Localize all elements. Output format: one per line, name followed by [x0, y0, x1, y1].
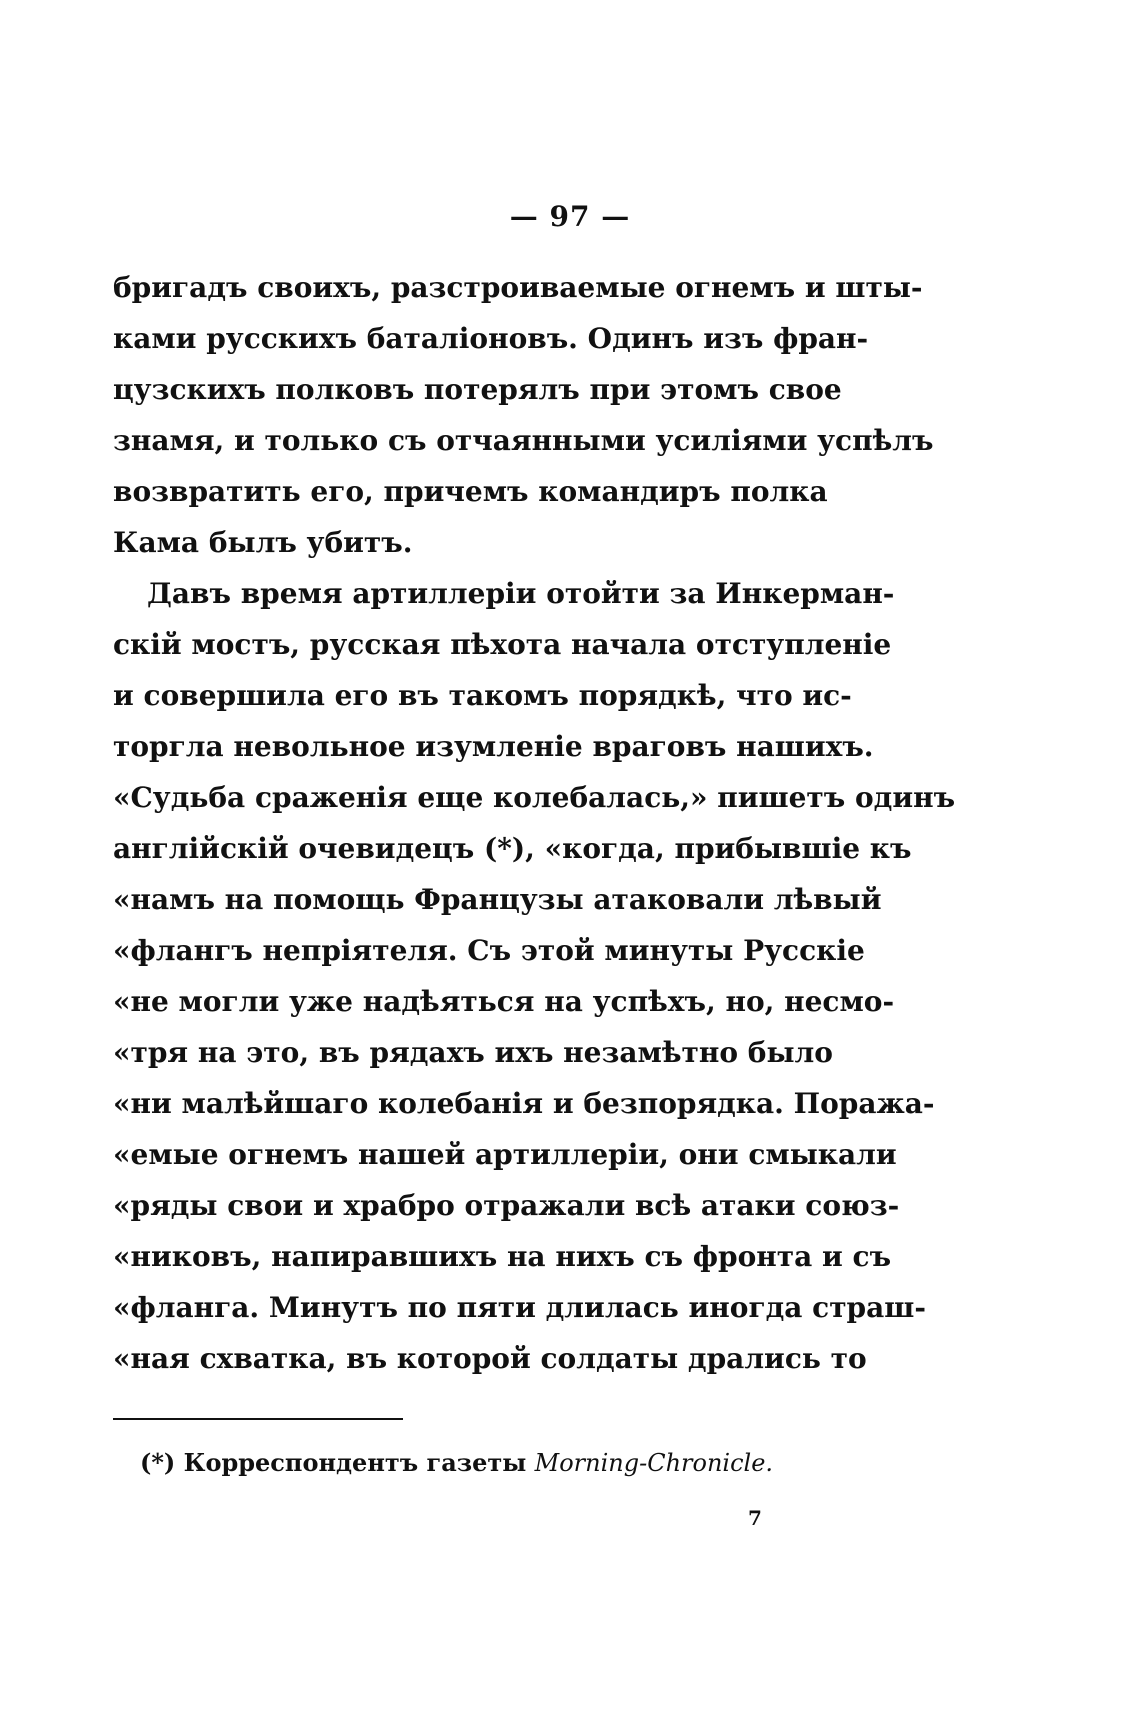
footnote-text: Корреспондентъ газеты: [183, 1448, 527, 1477]
text-line: цузскихъ полковъ потерялъ при этомъ свое: [113, 373, 842, 406]
text-line: «ряды свои и храбро отражали всѣ атаки союз-: [113, 1189, 900, 1222]
signature-mark: 7: [748, 1506, 762, 1530]
footnote-divider: [113, 1418, 403, 1420]
text-line: «ная схватка, въ которой солдаты дрались то: [113, 1342, 867, 1375]
text-line: «флангъ непріятеля. Съ этой минуты Русскіе: [113, 934, 865, 967]
text-line: «никовъ, напиравшихъ на нихъ съ фронта и съ: [113, 1240, 892, 1273]
page-number-header: — 97 —: [509, 200, 631, 233]
text-line: «фланга. Минутъ по пяти длилась иногда страш-: [113, 1291, 926, 1324]
text-line: «намъ на помощь Французы атаковали лѣвый: [113, 883, 882, 916]
text-line: ками русскихъ баталіоновъ. Одинъ изъ фран-: [113, 322, 869, 355]
text-line: и совершила его въ такомъ порядкѣ, что ис-: [113, 679, 852, 712]
text-line: «тря на это, въ рядахъ ихъ незамѣтно было: [113, 1036, 833, 1069]
text-line: Кама былъ убитъ.: [113, 526, 413, 559]
text-line: возвратить его, причемъ командиръ полка: [113, 475, 828, 508]
text-line: Давъ время артиллеріи отойти за Инкерман-: [147, 577, 895, 610]
footnote: [140, 1448, 773, 1477]
text-line: «не могли уже надѣяться на успѣхъ, но, несмо-: [113, 985, 895, 1018]
footnote-marker: (*): [140, 1448, 176, 1477]
text-line: торгла невольное изумленіе враговъ нашихъ.: [113, 730, 874, 763]
text-line: скій мостъ, русская пѣхота начала отступленіе: [113, 628, 892, 661]
text-line: знамя, и только съ отчаянными усиліями успѣлъ: [113, 424, 934, 457]
footnote-source: Morning-Chronicle.: [534, 1449, 774, 1477]
text-line: англійскій очевидецъ (*), «когда, прибывшіе къ: [113, 832, 912, 865]
text-line: «емые огнемъ нашей артиллеріи, они смыкали: [113, 1138, 897, 1171]
body-text: [113, 262, 956, 1384]
text-line: бригадъ своихъ, разстроиваемые огнемъ и шты-: [113, 271, 923, 304]
text-line: «Судьба сраженія еще колебалась,» пишетъ одинъ: [113, 781, 956, 814]
text-line: «ни малѣйшаго колебанія и безпорядка. Поража-: [113, 1087, 935, 1120]
